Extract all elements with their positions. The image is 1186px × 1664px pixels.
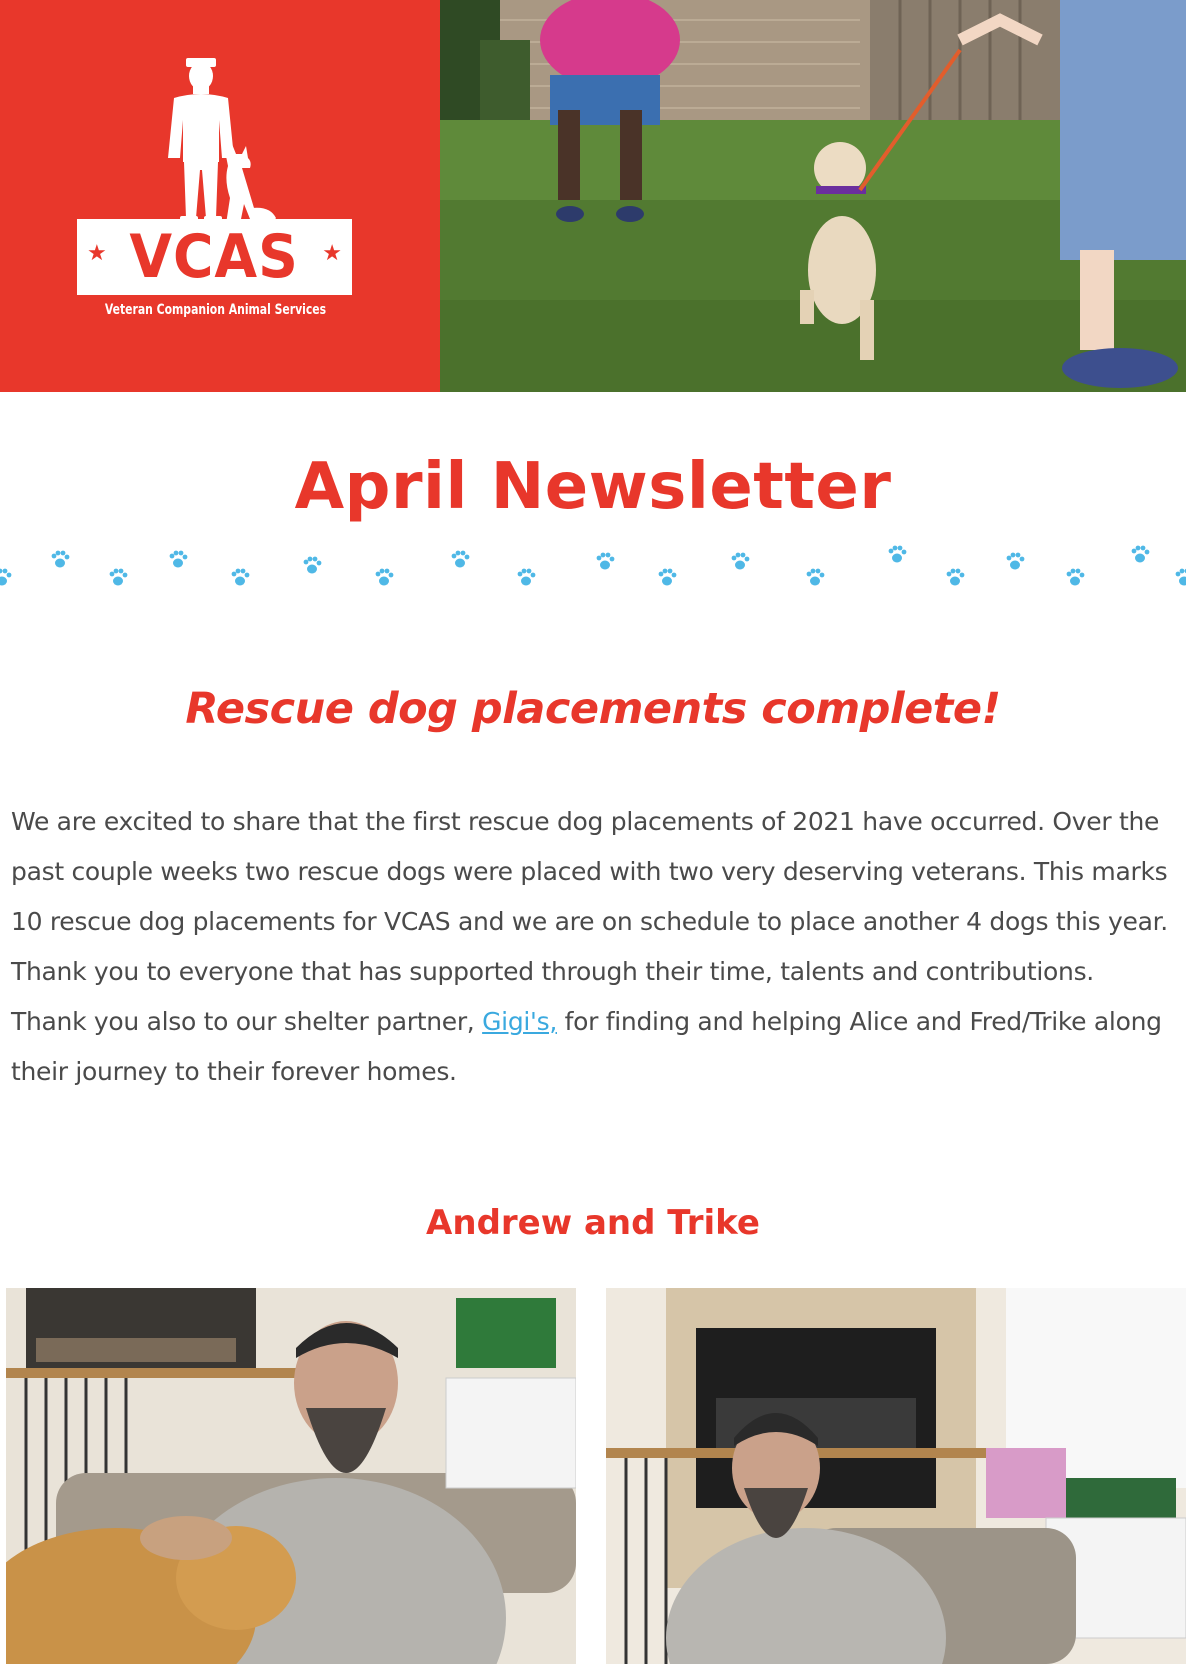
hero-photo — [440, 0, 1186, 392]
andrew-and-trike-photo-1 — [6, 1288, 576, 1664]
article-heading: Rescue dog placements complete! — [185, 684, 1001, 734]
logo-text: VCAS — [129, 222, 300, 292]
article-body-text-end: for finding and helping Alice and Fred/Trike along their journey to their forever homes. — [11, 1007, 1162, 1086]
newsletter-title: April Newsletter — [294, 450, 892, 524]
star-icon: ★ — [87, 241, 107, 266]
photo-caption: Andrew and Trike — [426, 1203, 760, 1243]
article-body-text: We are excited to share that the first rescue dog placements of 2021 have occurred. Over the past couple weeks two rescue dogs were placed with two very deserving veterans. This marks 10 rescue dog placements for VCAS and we are on schedule to place another 4 dogs this year. Thank you to everyone that has supported through their time, talents and contributions. Thank you also to our shelter partner, — [11, 807, 1168, 1036]
logo-wordmark — [77, 219, 352, 295]
logo-panel — [0, 0, 440, 392]
star-icon: ★ — [322, 241, 342, 266]
header-banner — [0, 0, 1186, 392]
logo-tagline: Veteran Companion Animal Services — [104, 302, 327, 318]
article-body — [11, 797, 1171, 1097]
andrew-and-trike-photo-2 — [606, 1288, 1186, 1664]
gigis-link[interactable]: Gigi's, — [482, 1007, 557, 1036]
veteran-and-dog-silhouette-icon — [76, 58, 296, 228]
paw-print-divider — [0, 540, 1186, 590]
